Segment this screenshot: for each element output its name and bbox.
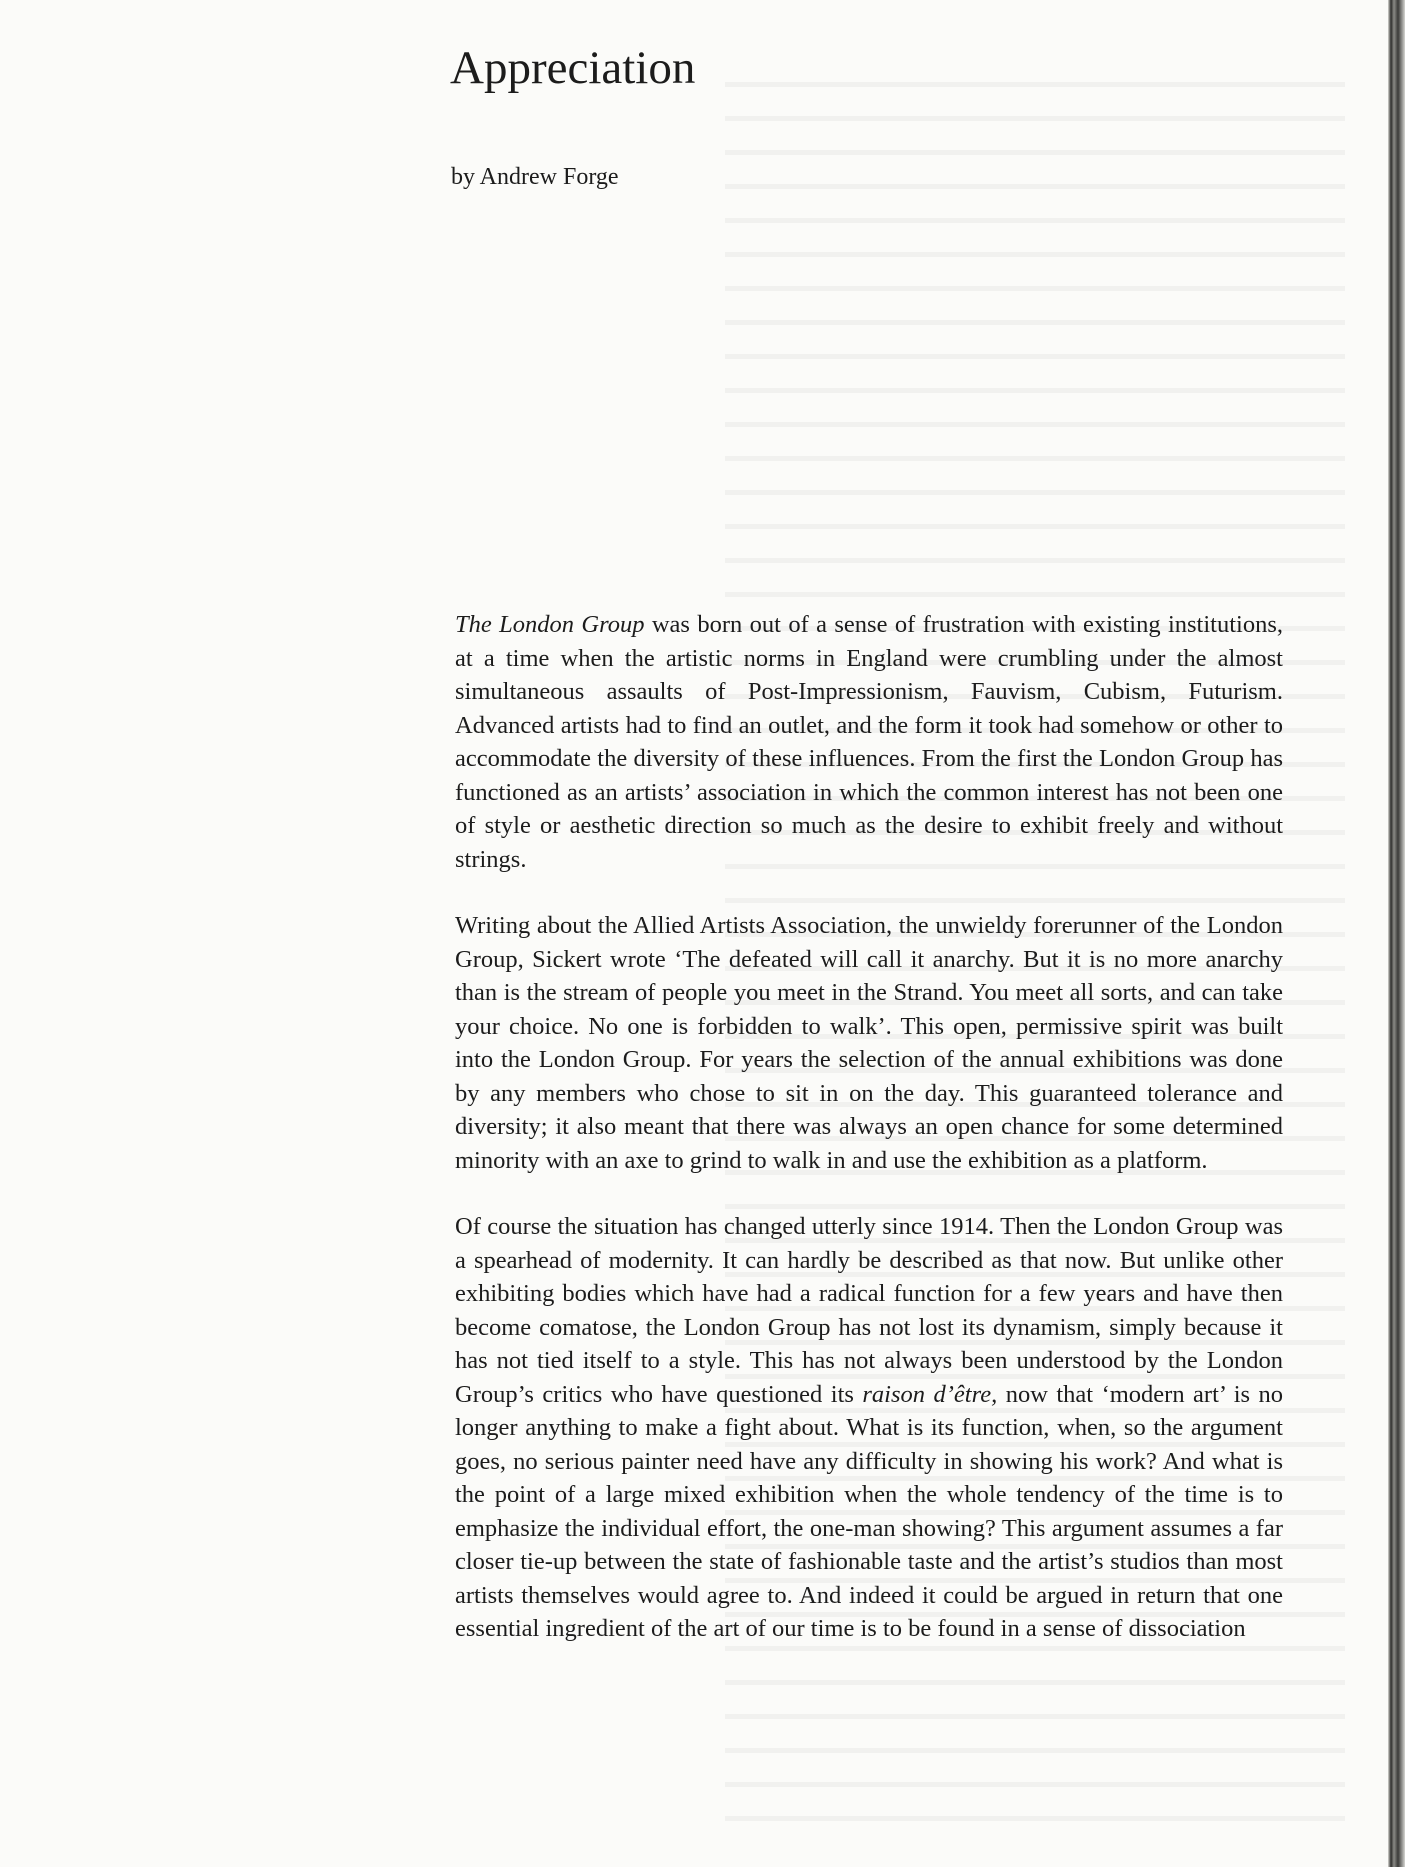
raison-detre-italic: raison d’être, bbox=[862, 1380, 998, 1408]
paragraph-3-text-end: now that ‘modern art’ is no longer anything to make a fight about. What is its function, when, so the argument goes, no serious painter need have any difficulty in showing his work? And what is the point of a large mixed exhibition when the whole tendency of the time is to emphasize the individual effort, the one-man showing? This argument assumes a far closer tie-up between the state of fashionable taste and the artist’s studios than most artists themselves would agree to. And indeed it could be argued in return that one essential ingredient of the art of our time is to be found in a sense of dissociation bbox=[455, 1380, 1284, 1642]
article-title: Appreciation bbox=[450, 42, 696, 94]
paragraph-2 bbox=[455, 909, 1283, 1177]
article-byline: by Andrew Forge bbox=[451, 164, 619, 190]
paragraph-2-text: Writing about the Allied Artists Association, the unwieldy forerunner of the London Group, Sickert wrote ‘The defeated will call it anarchy. But it is no more anarchy than is the stream of people you meet in the Strand. You meet all sorts, and can take your choice. No one is forbidden to walk’. This open, permissive spirit was built into the London Group. For years the selection of the annual exhibitions was done by any members who chose to sit in on the day. This guaranteed tolerance and diversity; it also meant that there was always an open chance for some determined minority with an axe to grind to walk in and use the exhibition as a platform. bbox=[455, 912, 1283, 1174]
paragraph-3-text-start: Of course the situation has changed utterly since 1914. Then the London Group was a spearhead of modernity. It can hardly be described as that now. But unlike other exhibiting bodies which have had a radical function for a few years and have then become comatose, the London Group has not lost its dynamism, simply because it has not tied itself to a style. This has not always been understood by the London Group’s critics who have questioned its bbox=[455, 1213, 1283, 1408]
group-name-italic: The London Group bbox=[455, 611, 645, 638]
article-body bbox=[455, 608, 1283, 1679]
paragraph-1 bbox=[455, 608, 1283, 876]
paragraph-3 bbox=[455, 1210, 1283, 1646]
page-binding-edge bbox=[1388, 0, 1405, 1867]
paragraph-1-text: was born out of a sense of frustration with existing institutions, at a time when the artistic norms in England were crumbling under the almost simultaneous assaults of Post-Impressionism, Fauvism, Cubism, Futurism. Advanced artists had to find an outlet, and the form it took had somehow or other to accommodate the diversity of these influences. From the first the London Group has functioned as an artists’ association in which the common interest has not been one of style or aesthetic direction so much as the desire to exhibit freely and without strings. bbox=[455, 611, 1283, 873]
